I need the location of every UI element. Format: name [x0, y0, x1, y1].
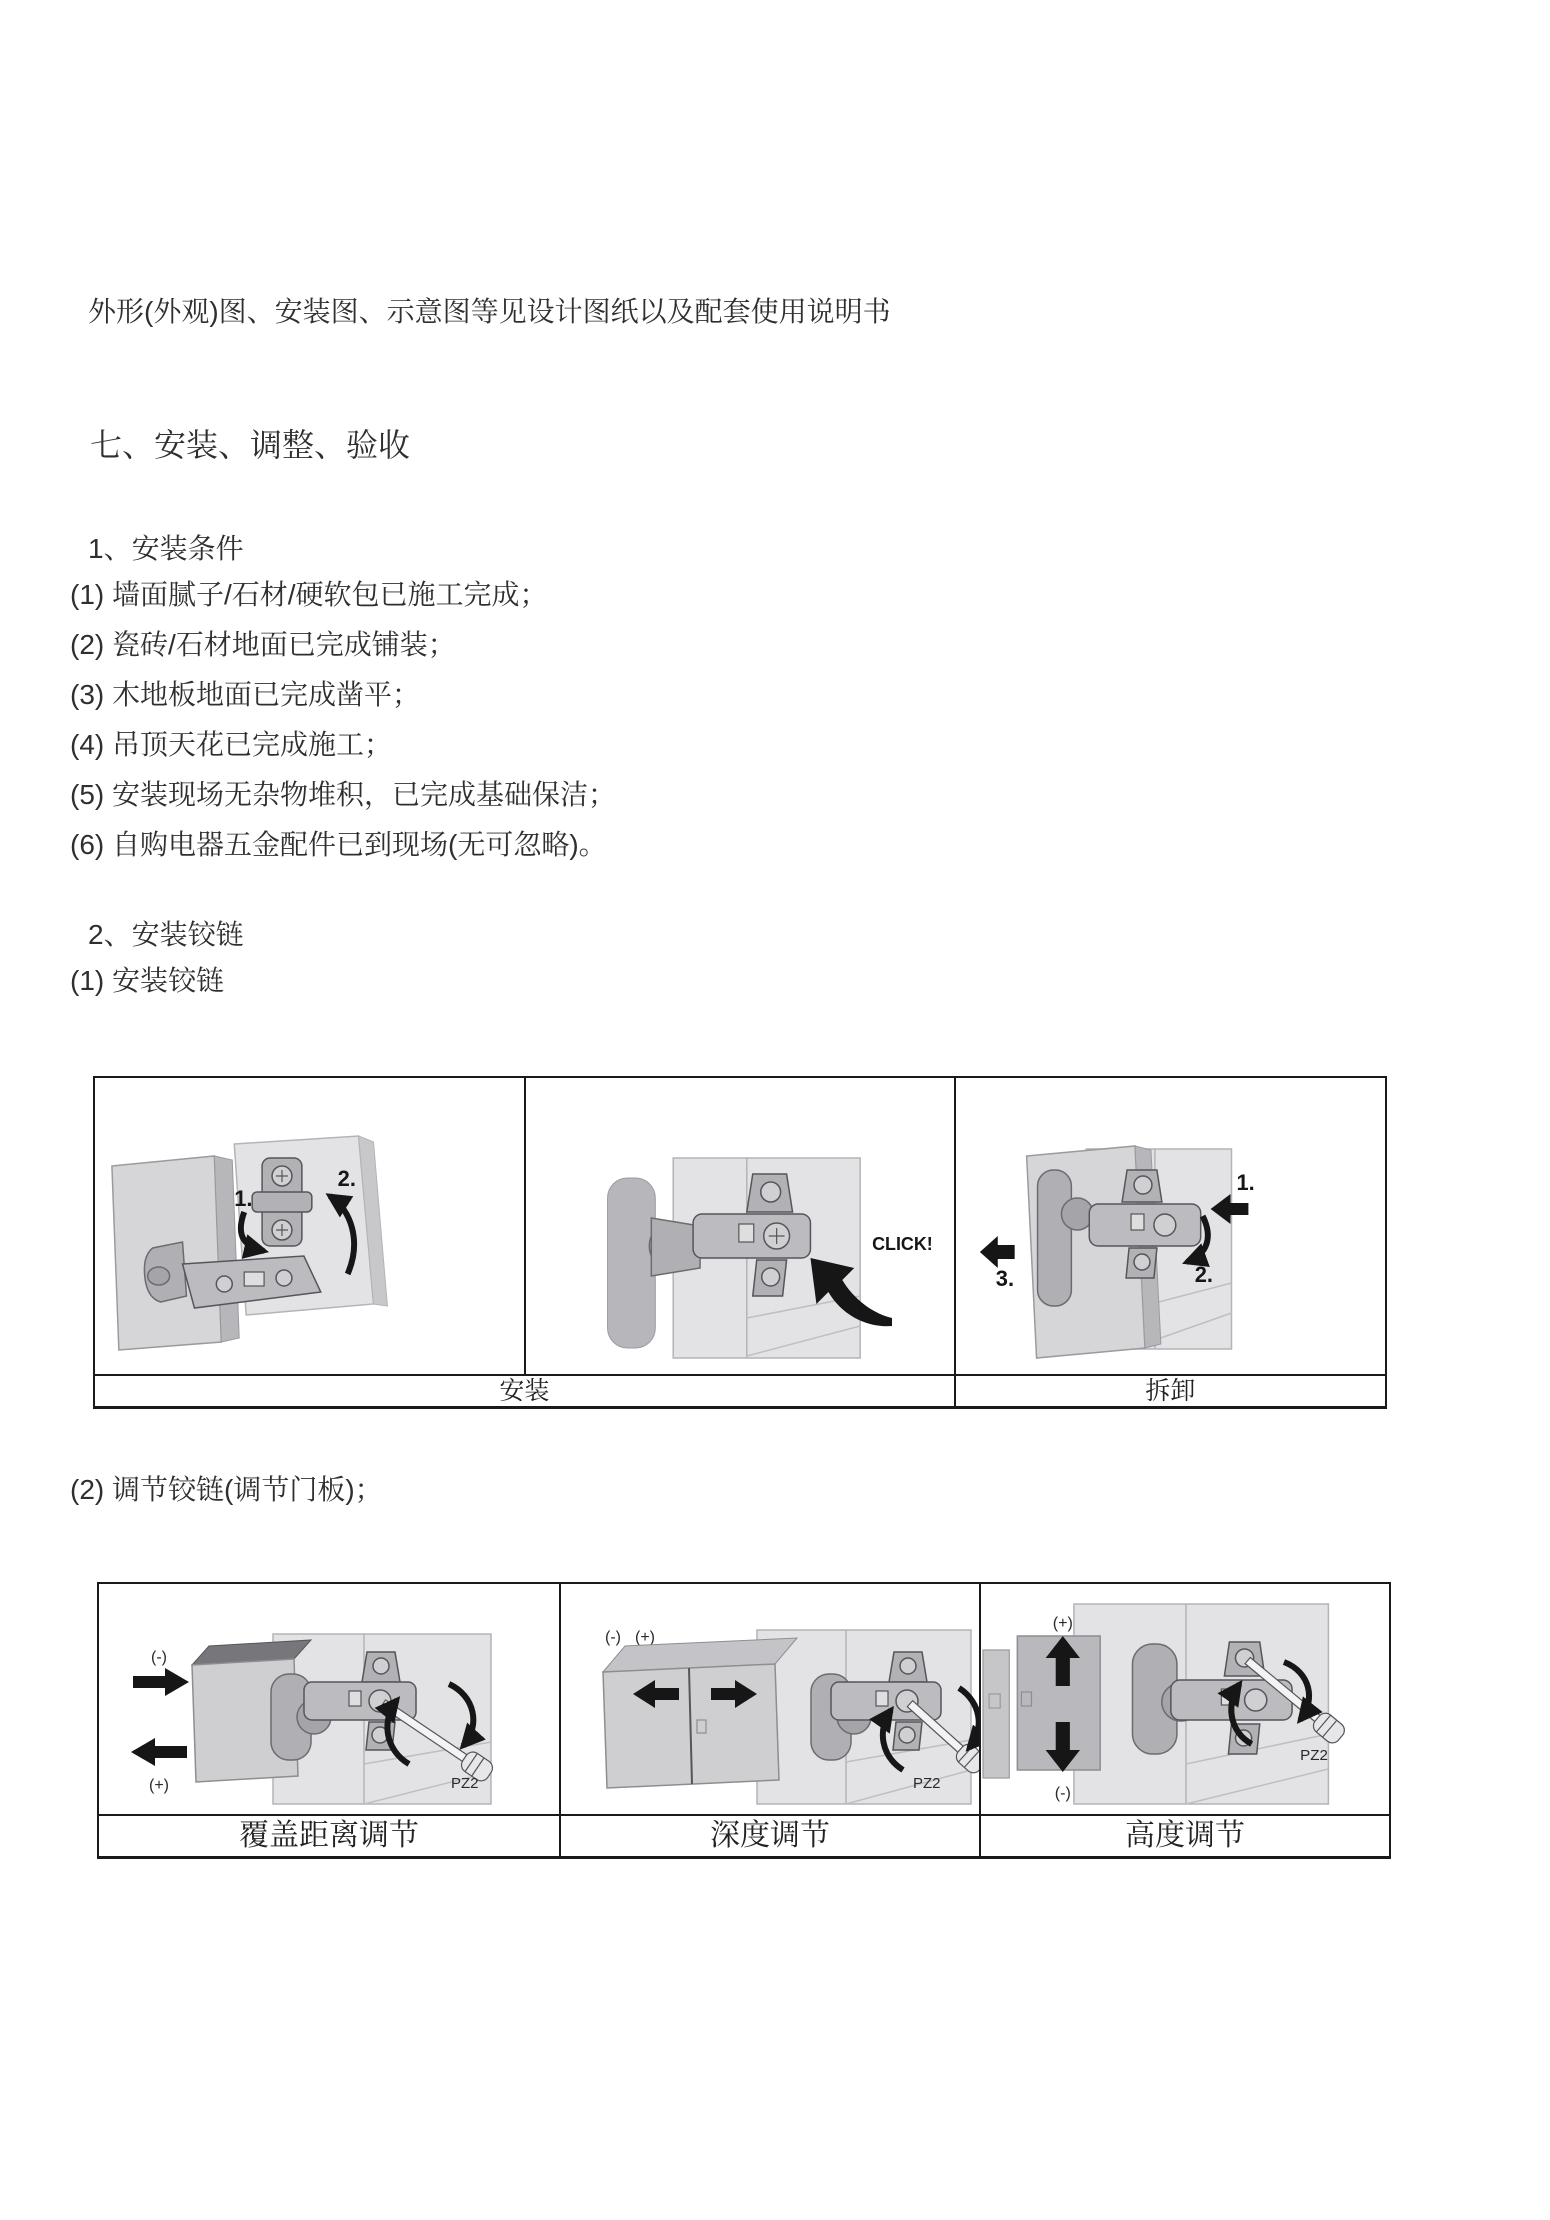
- overlay-plus-label: (+): [149, 1777, 169, 1794]
- figure2-label-row: [99, 1814, 1389, 1856]
- overlay-minus-label: (-): [151, 1649, 167, 1666]
- section-heading: 七、安装、调整、验收: [90, 427, 411, 463]
- height-minus-label: (-): [1054, 1784, 1071, 1802]
- remove-step-3-label: 3.: [996, 1265, 1015, 1292]
- height-adjust-illustration: [981, 1584, 1389, 1814]
- condition-item-2: (2) 瓷砖/石材地面已完成铺装；: [70, 629, 456, 660]
- condition-item-5: (5) 安装现场无杂物堆积，已完成基础保洁；: [70, 779, 617, 810]
- pz2-label: PZ2: [1300, 1747, 1328, 1764]
- figure2-panel-overlay: [99, 1584, 561, 1814]
- condition-item-4: (4) 吊顶天花已完成施工；: [70, 729, 393, 760]
- click-label: CLICK!: [871, 1233, 933, 1255]
- figure1-panel-remove-step: [956, 1078, 1385, 1374]
- install-click-illustration: [526, 1078, 955, 1374]
- sub2-step1: (1) 安装铰链: [70, 965, 225, 996]
- figure2-panel-height: [981, 1584, 1389, 1814]
- hinge-install-figure: [93, 1076, 1387, 1409]
- pz2-label: PZ2: [913, 1775, 941, 1792]
- sub1-heading: 1、安装条件: [88, 533, 244, 564]
- remove-step-illustration: [956, 1078, 1385, 1374]
- remove-step-2-label: 2.: [1195, 1261, 1214, 1288]
- height-label-cell: 高度调节: [1125, 1819, 1245, 1852]
- depth-label-cell: 深度调节: [561, 1816, 981, 1856]
- overlay-adjust-illustration: [99, 1584, 559, 1814]
- step-2-label: 2.: [337, 1165, 356, 1192]
- pz2-label: PZ2: [451, 1775, 479, 1792]
- sub2-heading: 2、安装铰链: [88, 919, 244, 950]
- height-plus-label: (+): [1052, 1614, 1073, 1632]
- remove-label-cell: 拆卸: [1145, 1377, 1196, 1405]
- intro-text: 外形(外观)图、安装图、示意图等见设计图纸以及配套使用说明书: [88, 296, 891, 327]
- figure1-panel-click: [526, 1078, 957, 1374]
- figure1-label-row: [95, 1374, 1385, 1406]
- depth-minus-label: (-): [605, 1629, 621, 1646]
- step-1-label: 1.: [234, 1185, 253, 1212]
- figure1-panel-install-step: [95, 1078, 526, 1374]
- remove-step-1-label: 1.: [1236, 1169, 1256, 1196]
- depth-plus-label: (+): [635, 1629, 655, 1646]
- condition-item-1: (1) 墙面腻子/石材/硬软包已施工完成；: [70, 579, 548, 610]
- install-step-illustration: [95, 1078, 524, 1374]
- condition-item-3: (3) 木地板地面已完成凿平；: [70, 679, 421, 710]
- hinge-adjust-figure: [97, 1582, 1391, 1859]
- condition-item-6: (6) 自购电器五金配件已到现场(无可忽略)。: [70, 829, 607, 860]
- depth-adjust-illustration: [561, 1584, 979, 1814]
- figure2-panel-depth: [561, 1584, 981, 1814]
- overlay-label-cell: 覆盖距离调节: [99, 1816, 561, 1856]
- sub2-step2: (2) 调节铰链(调节门板)；: [70, 1474, 383, 1505]
- install-label-cell: 安装: [95, 1376, 956, 1406]
